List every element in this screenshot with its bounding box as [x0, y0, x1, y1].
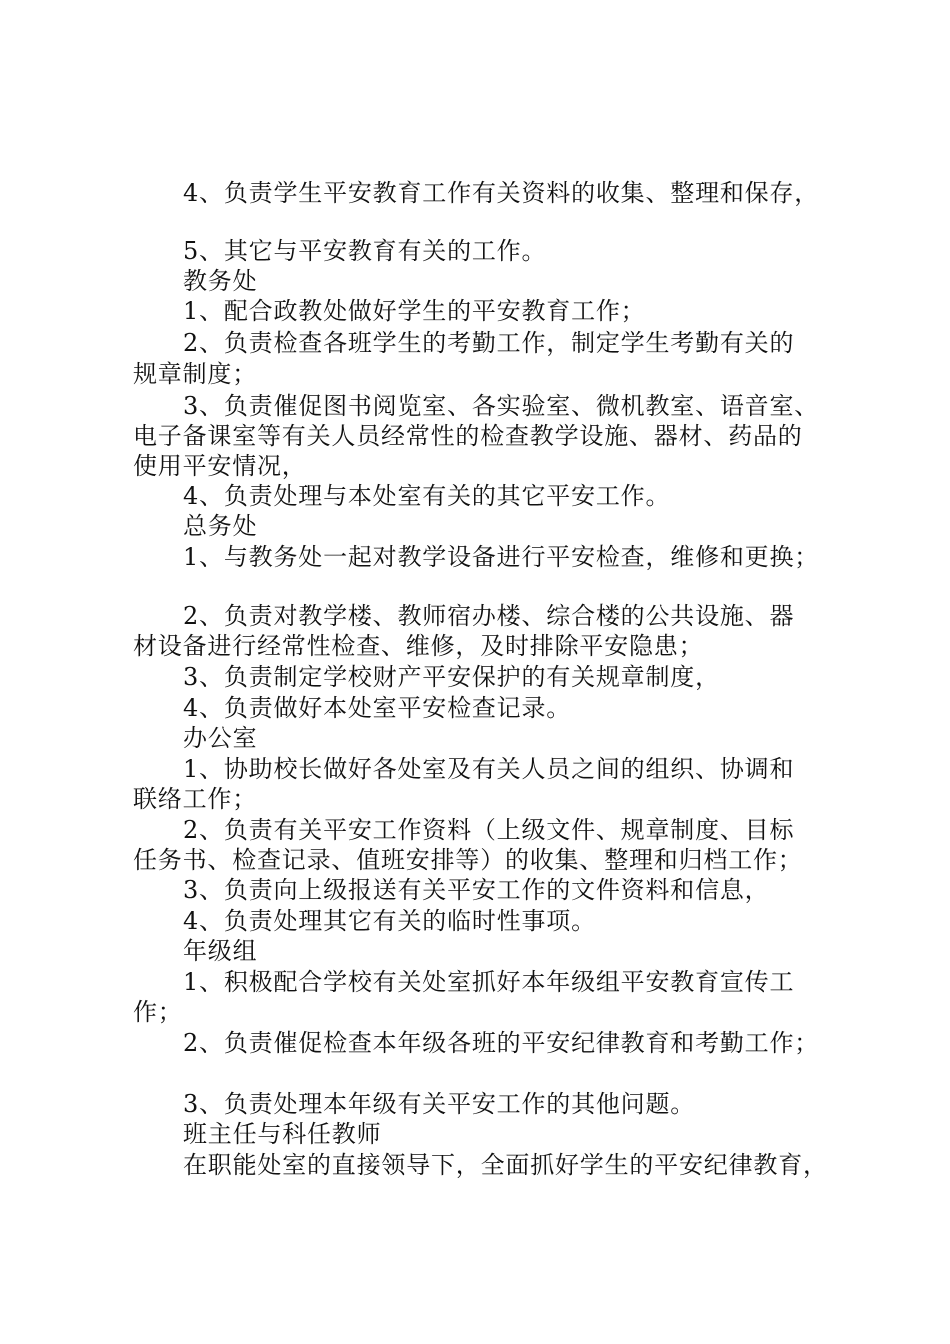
text-line: 联络工作； [133, 785, 257, 813]
text-line: 4、负责处理与本处室有关的其它平安工作。 [183, 482, 671, 510]
text-line: 3、负责处理本年级有关平安工作的其他问题。 [183, 1090, 696, 1118]
text-line: 2、负责对教学楼、教师宿办楼、综合楼的公共设施、器 [183, 602, 795, 630]
text-line: 3、负责制定学校财产平安保护的有关规章制度， [183, 663, 720, 691]
text-line: 4、负责学生平安教育工作有关资料的收集、整理和保存， [183, 179, 820, 207]
text-line: 1、与教务处一起对教学设备进行平安检查，维修和更换； [183, 543, 820, 571]
text-line: 1、协助校长做好各处室及有关人员之间的组织、协调和 [183, 755, 795, 783]
text-line: 2、负责有关平安工作资料（上级文件、规章制度、目标 [183, 816, 795, 844]
text-line: 2、负责检查各班学生的考勤工作，制定学生考勤有关的 [183, 329, 795, 357]
text-line: 1、配合政教处做好学生的平安教育工作； [183, 297, 646, 325]
section-heading-banzhuren: 班主任与科任教师 [183, 1120, 382, 1148]
text-line: 5、其它与平安教育有关的工作。 [183, 237, 547, 265]
text-line: 3、负责向上级报送有关平安工作的文件资料和信息， [183, 876, 770, 904]
text-line: 材设备进行经常性检查、维修，及时排除平安隐患； [133, 632, 704, 660]
text-line: 2、负责催促检查本年级各班的平安纪律教育和考勤工作； [183, 1029, 820, 1057]
text-line: 4、负责处理其它有关的临时性事项。 [183, 907, 596, 935]
section-heading-jiaowuchu: 教务处 [183, 267, 258, 295]
text-line: 规章制度； [133, 360, 257, 388]
section-heading-zongwuchu: 总务处 [183, 512, 258, 540]
text-line: 在职能处室的直接领导下，全面抓好学生的平安纪律教育， [183, 1151, 828, 1179]
text-line: 3、负责催促图书阅览室、各实验室、微机教室、语音室、 [183, 392, 820, 420]
text-line: 任务书、检查记录、值班安排等）的收集、整理和归档工作； [133, 846, 803, 874]
text-line: 电子备课室等有关人员经常性的检查教学设施、器材、药品的 [133, 422, 803, 450]
text-line: 4、负责做好本处室平安检查记录。 [183, 694, 572, 722]
text-line: 1、积极配合学校有关处室抓好本年级组平安教育宣传工 [183, 968, 795, 996]
text-line: 作； [133, 998, 183, 1026]
section-heading-bangongshi: 办公室 [183, 724, 258, 752]
section-heading-nianjizu: 年级组 [183, 937, 258, 965]
text-line: 使用平安情况， [133, 452, 307, 480]
